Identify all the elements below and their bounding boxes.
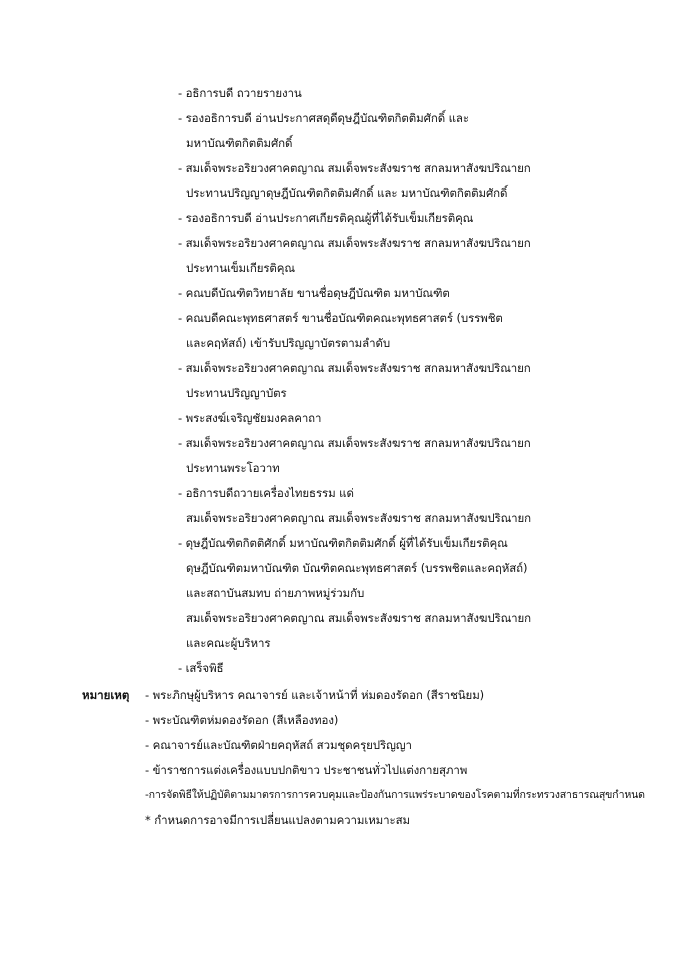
agenda-line: - สมเด็จพระอริยวงศาคตญาณ สมเด็จพระสังฆราช สกลมหาสังฆปริณายก	[178, 236, 531, 250]
agenda-line: - คณบดีบัณฑิตวิทยาลัย ขานชื่อดุษฎีบัณฑิต มหาบัณฑิต	[178, 286, 450, 300]
agenda-line: และคณะผู้บริหาร	[186, 636, 271, 650]
note-item: - พระภิกษุผู้บริหาร คณาจารย์ และเจ้าหน้าที่ ห่มดองรัดอก (สีราชนิยม)	[145, 688, 485, 702]
agenda-line: - รองอธิการบดี อ่านประกาศสดุดีดุษฎีบัณฑิตกิตติมศักดิ์ และ	[178, 111, 469, 125]
agenda-line: - พระสงฆ์เจริญชัยมงคลคาถา	[178, 411, 322, 425]
note-item: - พระบัณฑิตห่มดองรัดอก (สีเหลืองทอง)	[145, 713, 339, 727]
agenda-line: - สมเด็จพระอริยวงศาคตญาณ สมเด็จพระสังฆราช สกลมหาสังฆปริณายก	[178, 161, 531, 175]
agenda-line: - ดุษฎีบัณฑิตกิตติศักดิ์ มหาบัณฑิตกิตติมศักดิ์ ผู้ที่ได้รับเข็มเกียรติคุณ	[178, 536, 508, 550]
agenda-line: ประทานเข็มเกียรติคุณ	[186, 261, 295, 275]
note-item: -การจัดพิธีให้ปฏิบัติตามมาตรการการควบคุมและป้องกันการแพร่ระบาดของโรคตามที่กระทรวงสาธารณสุขกำหนด	[145, 789, 645, 801]
agenda-line: - รองอธิการบดี อ่านประกาศเกียรติคุณผู้ที่ได้รับเข็มเกียรติคุณ	[178, 211, 474, 225]
note-item: * กำหนดการอาจมีการเปลี่ยนแปลงตามความเหมาะสม	[145, 813, 410, 827]
notes-label: หมายเหตุ	[82, 688, 130, 702]
agenda-line: ประทานปริญญาดุษฎีบัณฑิตกิตติมศักดิ์ และ มหาบัณฑิตกิตติมศักดิ์	[186, 186, 508, 200]
agenda-line: มหาบัณฑิตกิตติมศักดิ์	[186, 136, 293, 150]
agenda-line: - คณบดีคณะพุทธศาสตร์ ขานชื่อบัณฑิตคณะพุทธศาสตร์ (บรรพชิต	[178, 311, 503, 325]
agenda-line: - อธิการบดี ถวายรายงาน	[178, 86, 302, 100]
agenda-line: สมเด็จพระอริยวงศาคตญาณ สมเด็จพระสังฆราช สกลมหาสังฆปริณายก	[186, 611, 532, 625]
agenda-line: - สมเด็จพระอริยวงศาคตญาณ สมเด็จพระสังฆราช สกลมหาสังฆปริณายก	[178, 361, 531, 375]
agenda-line: และคฤหัสถ์) เข้ารับปริญญาบัตรตามลำดับ	[186, 336, 391, 350]
agenda-line: - อธิการบดีถวายเครื่องไทยธรรม แด่	[178, 486, 354, 500]
agenda-line: - สมเด็จพระอริยวงศาคตญาณ สมเด็จพระสังฆราช สกลมหาสังฆปริณายก	[178, 436, 531, 450]
agenda-line: ประทานพระโอวาท	[186, 461, 280, 475]
agenda-line: - เสร็จพิธี	[178, 661, 224, 675]
note-item: - ข้าราชการแต่งเครื่องแบบปกติขาว ประชาชนทั่วไปแต่งกายสุภาพ	[145, 763, 468, 777]
agenda-line: และสถาบันสมทบ ถ่ายภาพหมู่ร่วมกับ	[186, 586, 365, 600]
agenda-line: ประทานปริญญาบัตร	[186, 386, 287, 400]
agenda-line: ดุษฎีบัณฑิตมหาบัณฑิต บัณฑิตคณะพุทธศาสตร์ (บรรพชิตและคฤหัสถ์)	[186, 561, 528, 575]
note-item: - คณาจารย์และบัณฑิตฝ่ายคฤหัสถ์ สวมชุดครุยปริญญา	[145, 738, 412, 752]
agenda-line: สมเด็จพระอริยวงศาคตญาณ สมเด็จพระสังฆราช สกลมหาสังฆปริณายก	[186, 511, 532, 525]
